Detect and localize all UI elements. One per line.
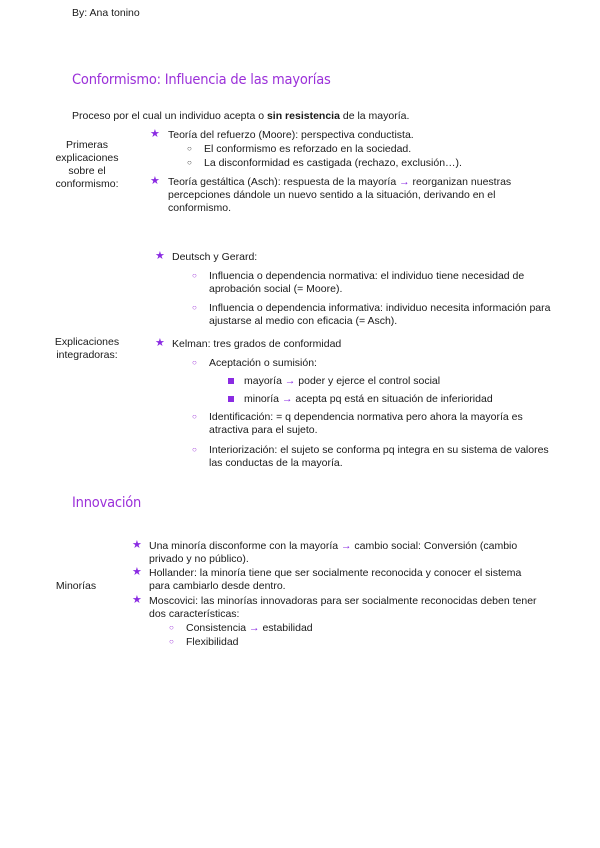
list-item-cont: dos características: xyxy=(149,608,240,620)
circle-bullet-icon: ○ xyxy=(192,271,197,280)
arrow-icon: → xyxy=(399,176,410,188)
circle-bullet-icon: ○ xyxy=(169,637,174,646)
list-item-cont: atractiva para el sujeto. xyxy=(209,424,318,436)
star-icon: ★ xyxy=(132,566,142,578)
list-item: Kelman: tres grados de conformidad xyxy=(172,338,342,350)
intro-text: Proceso por el cual un individuo acepta o sin resistencia de la mayoría. xyxy=(72,110,410,122)
star-icon: ★ xyxy=(155,250,165,262)
list-item: Deutsch y Gerard: xyxy=(172,251,258,263)
list-item: Consistencia → estabilidad xyxy=(186,622,313,634)
list-item: Influencia o dependencia normativa: el individuo tiene necesidad de xyxy=(209,270,525,282)
author-line: By: Ana tonino xyxy=(72,7,140,19)
section-title-conformismo: Conformismo: Influencia de las mayorías xyxy=(72,72,331,88)
list-item: Interiorización: el sujeto se conforma pq integra en su sistema de valores xyxy=(209,444,549,456)
circle-bullet-icon: ○ xyxy=(187,144,192,153)
list-item-cont: ajustarse al medio con eficacia (= Asch). xyxy=(209,315,398,327)
star-icon: ★ xyxy=(155,337,165,349)
circle-bullet-icon: ○ xyxy=(169,623,174,632)
section-title-innovacion: Innovación xyxy=(72,495,142,511)
arrow-icon: → xyxy=(281,393,293,405)
arrow-icon: → xyxy=(284,375,296,387)
list-item: Hollander: la minoría tiene que ser socialmente reconocida y conocer el sistema xyxy=(149,567,522,579)
star-icon: ★ xyxy=(132,594,142,606)
arrow-icon: → xyxy=(249,622,260,634)
circle-bullet-icon: ○ xyxy=(192,358,197,367)
list-item-cont: privado y no público). xyxy=(149,553,249,565)
star-icon: ★ xyxy=(150,128,160,140)
list-item-cont: percepciones dándole un nuevo sentido a la situación, derivando en el xyxy=(168,189,496,201)
arrow-icon: → xyxy=(341,540,352,552)
list-item: Teoría del refuerzo (Moore): perspectiva conductista. xyxy=(168,129,414,141)
list-item: minoría → acepta pq está en situación de inferioridad xyxy=(244,393,493,405)
label-integradoras: Explicaciones integradoras: xyxy=(54,336,120,361)
list-item: Flexibilidad xyxy=(186,636,239,648)
list-item-cont: conformismo. xyxy=(168,202,232,214)
list-item: Influencia o dependencia informativa: individuo necesita información para xyxy=(209,302,551,314)
list-item: Identificación: = q dependencia normativa pero ahora la mayoría es xyxy=(209,411,523,423)
list-item-cont: aprobación social (= Moore). xyxy=(209,283,343,295)
list-item: Teoría gestáltica (Asch): respuesta de la mayoría → reorganizan nuestras xyxy=(168,176,512,188)
circle-bullet-icon: ○ xyxy=(192,445,197,454)
square-bullet-icon xyxy=(228,378,234,384)
star-icon: ★ xyxy=(132,539,142,551)
list-item: La disconformidad es castigada (rechazo, exclusión…). xyxy=(204,157,462,169)
circle-bullet-icon: ○ xyxy=(192,303,197,312)
list-item: mayoría → poder y ejerce el control social xyxy=(244,375,441,387)
square-bullet-icon xyxy=(228,396,234,402)
list-item: El conformismo es reforzado en la sociedad. xyxy=(204,143,412,155)
circle-bullet-icon: ○ xyxy=(187,158,192,167)
list-item: Una minoría disconforme con la mayoría → cambio social: Conversión (cambio xyxy=(149,540,518,552)
list-item-cont: para cambiarlo desde dentro. xyxy=(149,580,286,592)
list-item: Moscovici: las minorías innovadoras para ser socialmente reconocidas deben tener xyxy=(149,595,537,607)
list-item: Aceptación o sumisión: xyxy=(209,357,317,369)
label-primeras: Primeras explicaciones sobre el conformismo: xyxy=(55,139,119,190)
list-item-cont: las conductas de la mayoría. xyxy=(209,457,343,469)
circle-bullet-icon: ○ xyxy=(192,412,197,421)
label-minorias: Minorías xyxy=(55,580,97,592)
star-icon: ★ xyxy=(150,175,160,187)
